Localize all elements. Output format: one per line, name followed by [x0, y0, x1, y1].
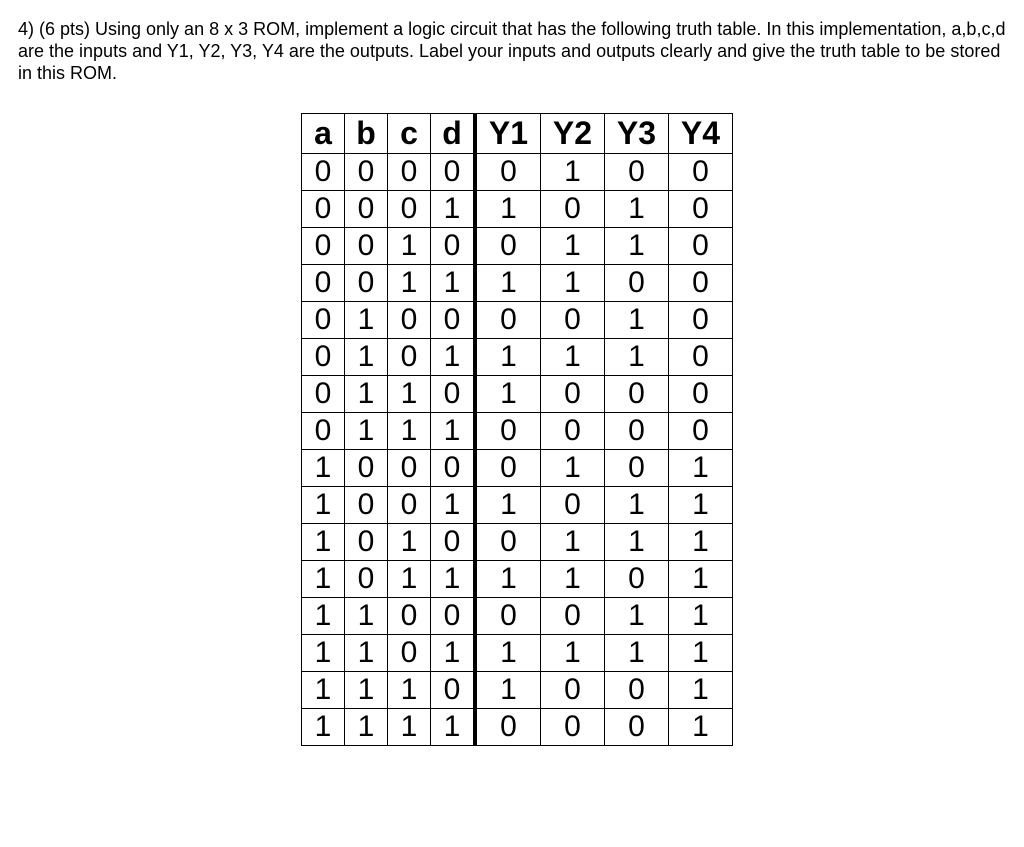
table-cell: 1: [302, 672, 345, 709]
table-row: [302, 561, 733, 598]
table-cell: 0: [431, 598, 476, 635]
table-cell: 0: [345, 487, 388, 524]
table-cell: 1: [302, 635, 345, 672]
table-cell: 1: [302, 487, 345, 524]
table-cell: 1: [541, 228, 605, 265]
table-cell: 0: [475, 598, 541, 635]
header-cell: Y4: [669, 114, 733, 154]
table-row: [302, 635, 733, 672]
table-cell: 0: [431, 154, 476, 191]
header-cell: c: [388, 114, 431, 154]
table-cell: 1: [669, 524, 733, 561]
table-cell: 0: [541, 487, 605, 524]
table-cell: 0: [388, 635, 431, 672]
table-cell: 1: [388, 672, 431, 709]
table-cell: 1: [302, 709, 345, 746]
table-cell: 0: [541, 302, 605, 339]
table-row: [302, 228, 733, 265]
table-cell: 0: [345, 228, 388, 265]
table-cell: 0: [605, 265, 669, 302]
table-cell: 1: [345, 339, 388, 376]
table-cell: 0: [388, 339, 431, 376]
table-cell: 0: [388, 598, 431, 635]
table-cell: 1: [431, 413, 476, 450]
table-cell: 0: [431, 302, 476, 339]
table-cell: 1: [605, 598, 669, 635]
table-cell: 1: [541, 524, 605, 561]
header-cell: b: [345, 114, 388, 154]
table-cell: 1: [669, 561, 733, 598]
table-cell: 0: [345, 191, 388, 228]
table-cell: 1: [605, 635, 669, 672]
table-cell: 0: [605, 561, 669, 598]
table-cell: 0: [605, 413, 669, 450]
table-cell: 0: [302, 154, 345, 191]
table-cell: 0: [302, 265, 345, 302]
table-cell: 1: [388, 228, 431, 265]
table-cell: 0: [345, 265, 388, 302]
table-cell: 0: [302, 228, 345, 265]
table-cell: 1: [388, 561, 431, 598]
table-cell: 0: [475, 524, 541, 561]
table-cell: 0: [302, 191, 345, 228]
table-cell: 1: [388, 376, 431, 413]
table-row: [302, 154, 733, 191]
table-cell: 0: [475, 450, 541, 487]
table-cell: 1: [669, 635, 733, 672]
table-cell: 0: [669, 413, 733, 450]
table-cell: 0: [541, 672, 605, 709]
table-cell: 0: [541, 709, 605, 746]
table-cell: 1: [388, 413, 431, 450]
table-cell: 0: [388, 450, 431, 487]
table-cell: 0: [669, 339, 733, 376]
table-cell: 0: [669, 154, 733, 191]
table-row: [302, 376, 733, 413]
table-cell: 0: [345, 154, 388, 191]
table-cell: 0: [345, 450, 388, 487]
table-row: [302, 413, 733, 450]
table-cell: 1: [541, 154, 605, 191]
table-cell: 1: [669, 672, 733, 709]
table-cell: 1: [669, 450, 733, 487]
table-cell: 1: [669, 487, 733, 524]
table-body: [302, 154, 733, 746]
header-cell: Y1: [475, 114, 541, 154]
table-cell: 1: [431, 265, 476, 302]
header-cell: d: [431, 114, 476, 154]
table-cell: 1: [475, 672, 541, 709]
table-cell: 0: [431, 672, 476, 709]
table-cell: 0: [431, 228, 476, 265]
table-row: [302, 339, 733, 376]
table-cell: 0: [669, 191, 733, 228]
table-cell: 1: [475, 561, 541, 598]
table-cell: 1: [669, 598, 733, 635]
table-cell: 0: [541, 413, 605, 450]
table-cell: 0: [605, 450, 669, 487]
table-cell: 1: [302, 598, 345, 635]
table-cell: 0: [605, 154, 669, 191]
table-cell: 0: [605, 376, 669, 413]
table-cell: 1: [345, 598, 388, 635]
table-row: [302, 302, 733, 339]
table-cell: 1: [345, 413, 388, 450]
table-cell: 1: [475, 487, 541, 524]
table-cell: 0: [302, 376, 345, 413]
table-cell: 1: [475, 376, 541, 413]
table-cell: 0: [345, 524, 388, 561]
truth-table: [301, 113, 733, 746]
header-cell: Y2: [541, 114, 605, 154]
table-row: [302, 450, 733, 487]
table-row: [302, 598, 733, 635]
table-cell: 1: [345, 376, 388, 413]
table-row: [302, 709, 733, 746]
table-row: [302, 524, 733, 561]
table-cell: 0: [388, 302, 431, 339]
table-cell: 0: [431, 450, 476, 487]
table-cell: 1: [605, 487, 669, 524]
table-cell: 0: [475, 413, 541, 450]
table-cell: 1: [475, 265, 541, 302]
table-cell: 1: [388, 265, 431, 302]
table-cell: 0: [605, 672, 669, 709]
table-cell: 1: [431, 339, 476, 376]
table-cell: 1: [345, 302, 388, 339]
table-cell: 0: [541, 598, 605, 635]
table-cell: 1: [541, 635, 605, 672]
table-cell: 0: [302, 339, 345, 376]
table-cell: 1: [605, 302, 669, 339]
table-cell: 0: [605, 709, 669, 746]
table-cell: 1: [605, 524, 669, 561]
table-cell: 0: [669, 228, 733, 265]
table-cell: 1: [541, 561, 605, 598]
table-cell: 1: [475, 635, 541, 672]
table-cell: 1: [388, 524, 431, 561]
question-text: 4) (6 pts) Using only an 8 x 3 ROM, implement a logic circuit that has the following truth table. In this implementation, a,b,c,d are the inputs and Y1, Y2, Y3, Y4 are the outputs. Label your inputs and outputs clearly and give the truth table to be stored in this ROM.: [18, 19, 1006, 83]
table-row: [302, 265, 733, 302]
table-cell: 0: [475, 709, 541, 746]
table-cell: 0: [388, 154, 431, 191]
table-cell: 0: [669, 376, 733, 413]
table-cell: 0: [388, 487, 431, 524]
table-cell: 0: [541, 191, 605, 228]
table-cell: 1: [431, 487, 476, 524]
table-cell: 1: [669, 709, 733, 746]
header-cell: Y3: [605, 114, 669, 154]
table-cell: 0: [388, 191, 431, 228]
header-row: [302, 114, 733, 154]
table-cell: 0: [669, 265, 733, 302]
table-cell: 1: [302, 524, 345, 561]
table-cell: 1: [605, 339, 669, 376]
table-cell: 1: [431, 191, 476, 228]
table-cell: 1: [302, 450, 345, 487]
table-cell: 1: [345, 709, 388, 746]
table-row: [302, 672, 733, 709]
table-cell: 1: [431, 709, 476, 746]
table-cell: 0: [431, 524, 476, 561]
table-row: [302, 487, 733, 524]
table-cell: 1: [475, 191, 541, 228]
table-cell: 0: [669, 302, 733, 339]
table-cell: 1: [475, 339, 541, 376]
table-cell: 1: [541, 450, 605, 487]
table-cell: 0: [475, 154, 541, 191]
table-cell: 0: [302, 413, 345, 450]
table-cell: 1: [345, 635, 388, 672]
table-cell: 1: [541, 339, 605, 376]
table-cell: 1: [302, 561, 345, 598]
table-cell: 0: [475, 302, 541, 339]
table-cell: 1: [605, 228, 669, 265]
table-row: [302, 191, 733, 228]
table-cell: 0: [475, 228, 541, 265]
table-cell: 1: [431, 561, 476, 598]
table-cell: 0: [541, 376, 605, 413]
table-cell: 1: [605, 191, 669, 228]
table-cell: 1: [431, 635, 476, 672]
table-cell: 0: [302, 302, 345, 339]
table-cell: 1: [345, 672, 388, 709]
table-cell: 1: [541, 265, 605, 302]
table-cell: 0: [345, 561, 388, 598]
header-cell: a: [302, 114, 345, 154]
table-cell: 0: [431, 376, 476, 413]
table-cell: 1: [388, 709, 431, 746]
